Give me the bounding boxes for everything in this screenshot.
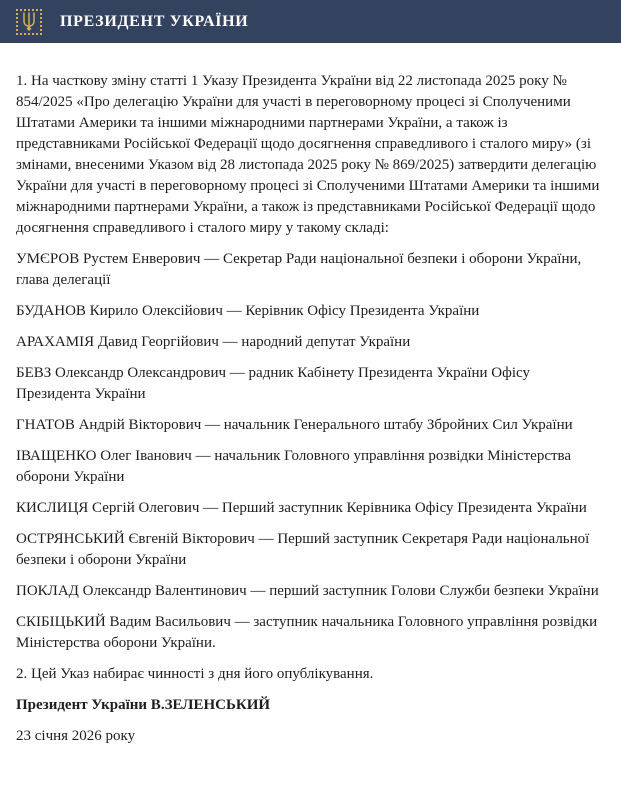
member-name: ОСТРЯНСЬКИЙ Євгеній Вікторович (16, 531, 255, 547)
member-role: Секретар Ради національної безпеки і оборони України, глава делегації (16, 251, 582, 288)
member-name: ПОКЛАД Олександр Валентинович (16, 583, 247, 599)
member-separator: — (191, 448, 215, 464)
delegation-member (16, 581, 605, 602)
delegation-list (16, 249, 605, 654)
delegation-member (16, 612, 605, 654)
decree-document (0, 43, 621, 747)
member-role: Керівник Офісу Президента України (245, 303, 480, 319)
member-separator: — (199, 500, 222, 516)
signature-line: Президент України В.ЗЕЛЕНСЬКИЙ (16, 697, 271, 713)
member-name: БЕВЗ Олександр Олександрович (16, 365, 227, 381)
member-name: СКІБІЦЬКИЙ Вадим Васильович (16, 614, 231, 630)
member-role: Перший заступник Керівника Офісу Президента України (221, 500, 587, 516)
member-role: Перший заступник Секретаря Ради національної безпеки і оборони України (16, 531, 590, 568)
decree-date: 23 січня 2026 року (16, 728, 136, 744)
member-role: народний депутат України (241, 334, 411, 350)
member-separator: — (254, 531, 278, 547)
decree-intro-paragraph: 1. На часткову зміну статті 1 Указу Президента України від 22 листопада 2025 року № 854/2025 «Про делегацію України для участі в переговорному процесі зі Сполученими Штатами Америки та іншими міжнародними партнерами України, а також із представниками Російської Федерації щодо досягнення справедливого і сталого миру» (зі змінами, внесеними Указом від 28 листопада 2025 року № 869/2025) затвердити делегацію України для участі в переговорному процесі зі Сполученими Штатами Америки та іншими міжнародними партнерами України, а також із представниками Російської Федерації щодо досягнення справедливого і сталого миру у такому складі: (16, 73, 600, 236)
delegation-member (16, 446, 605, 488)
delegation-member (16, 249, 605, 291)
member-role: начальник Головного управління розвідки Міністерства оборони України (16, 448, 572, 485)
member-separator: — (218, 334, 242, 350)
delegation-member (16, 498, 605, 519)
member-role: заступник начальника Головного управління розвідки Міністерства оборони України. (16, 614, 598, 651)
member-role: перший заступник Голови Служби безпеки України (269, 583, 599, 599)
member-separator: — (226, 365, 249, 381)
page-title: ПРЕЗИДЕНТ УКРАЇНИ (60, 12, 249, 30)
delegation-member (16, 332, 605, 353)
header-bar (0, 0, 621, 43)
member-name: БУДАНОВ Кирило Олексійович (16, 303, 223, 319)
member-separator: — (200, 251, 223, 267)
member-name: КИСЛИЦЯ Сергій Олегович (16, 500, 200, 516)
delegation-member (16, 363, 605, 405)
member-separator: — (201, 417, 224, 433)
member-name: ІВАЩЕНКО Олег Іванович (16, 448, 192, 464)
delegation-member (16, 529, 605, 571)
member-separator: — (246, 583, 270, 599)
member-role: начальник Генерального штабу Збройних Сил України (223, 417, 573, 433)
member-name: АРАХАМІЯ Давид Георгійович (16, 334, 219, 350)
ukraine-trident-icon (16, 9, 42, 35)
member-separator: — (222, 303, 246, 319)
delegation-member (16, 301, 605, 322)
member-role: радник Кабінету Президента України Офісу Президента України (16, 365, 530, 402)
decree-clause-2: 2. Цей Указ набирає чинності з дня його опублікування. (16, 666, 374, 682)
delegation-member (16, 415, 605, 436)
member-separator: — (230, 614, 254, 630)
member-name: УМЄРОВ Рустем Енверович (16, 251, 201, 267)
member-name: ГНАТОВ Андрій Вікторович (16, 417, 202, 433)
